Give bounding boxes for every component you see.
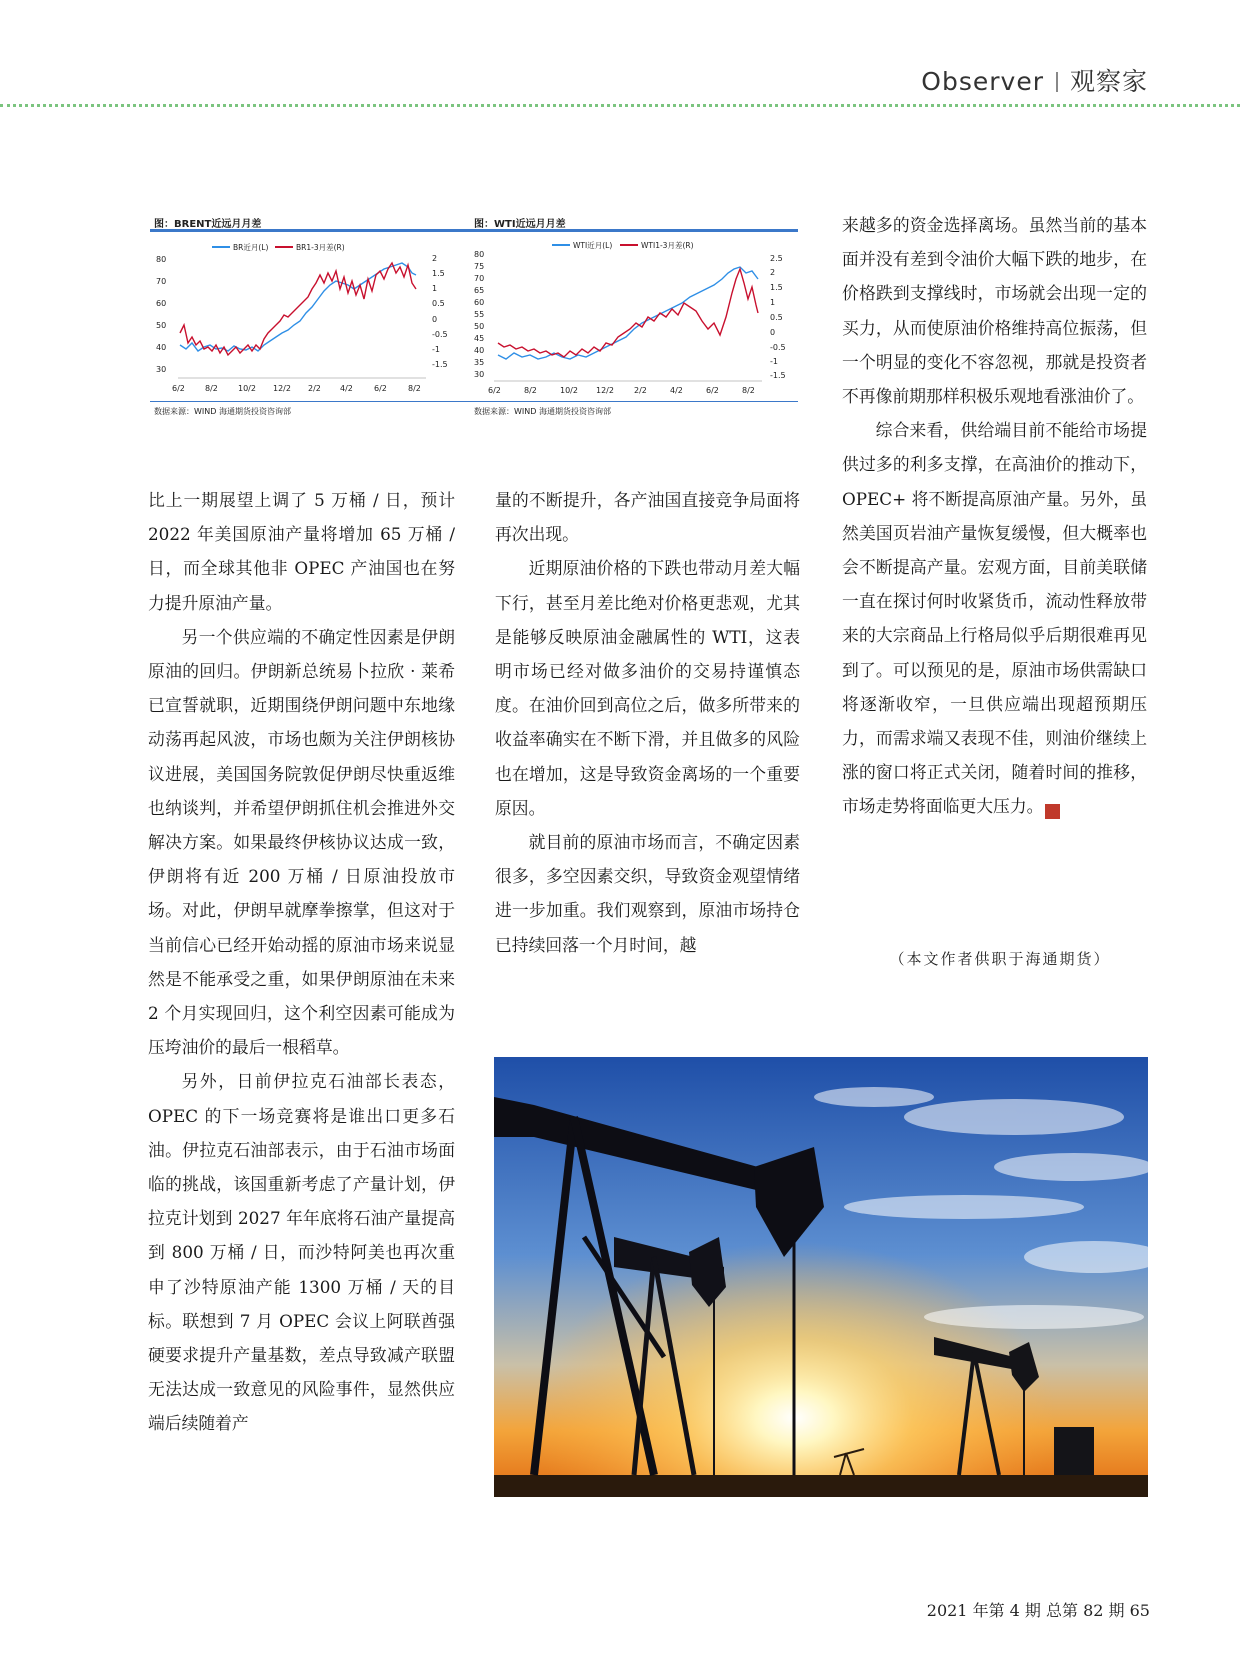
wti-left-tick: 50 [474,322,485,331]
wti-left-tick: 35 [474,358,485,367]
brent-legend-spread: BR1-3月差(R) [296,243,345,252]
wti-x-tick: 2/2 [634,386,647,395]
wti-legend-near: WTI近月(L) [573,241,613,250]
header-divider [1056,72,1058,92]
text-column-right [842,208,1147,824]
wti-chart [470,215,798,420]
brent-chart-source: 数据来源：WIND 海通期货投资咨询部 [154,407,291,416]
brent-left-tick: 80 [156,255,167,264]
end-mark-icon: 田 [1045,804,1060,819]
paragraph: 另外，日前伊拉克石油部长表态，OPEC 的下一场竞赛将是谁出口更多石油。伊拉克石油部表示，由于石油市场面临的挑战，该国重新考虑了产量计划，伊拉克计划到 2027 年年底将石油产量提高到 800 万桶 / 日，而沙特阿美也再次重申了沙特原油产能 1300 万桶 / 天的目标。联想到 7 月 OPEC 会议上阿联酋强硬要求提升产量基数，差点导致减产联盟无法达成一致意见的风险事件，显然供应端后续随着产 [148,1071,455,1434]
wti-x-tick: 12/2 [596,386,614,395]
paragraph [842,413,1147,823]
brent-right-tick: 0 [432,315,438,324]
wti-left-tick: 30 [474,370,485,379]
brent-legend-near: BR近月(L) [233,243,269,252]
paragraph: 就目前的原油市场而言，不确定因素很多，多空因素交织，导致资金观望情绪进一步加重。我们观察到，原油市场持仓已持续回落一个月时间，越 [495,832,800,955]
brent-x-tick: 10/2 [238,384,256,393]
wti-left-tick: 70 [474,274,485,283]
wti-right-tick: 2.5 [770,254,783,263]
wti-left-tick: 40 [474,346,485,355]
oil-pumpjack-image [494,1057,1148,1497]
header-cn: 观察家 [1069,67,1148,96]
wti-x-tick: 8/2 [524,386,537,395]
page-footer: 2021 年第 4 期 总第 82 期 65 [926,1601,1150,1620]
wti-chart-plot [470,233,798,401]
brent-x-tick: 8/2 [408,384,421,393]
wti-right-tick: -1 [770,357,778,366]
wti-legend-spread: WTI1-3月差(R) [641,241,694,250]
brent-chart-title: 图：BRENT近远月月差 [154,219,262,230]
brent-left-tick: 70 [156,277,167,286]
wti-right-tick: 0.5 [770,313,783,322]
wti-left-tick: 55 [474,310,485,319]
paragraph: 近期原油价格的下跌也带动月差大幅下行，甚至月差比绝对价格更悲观，尤其是能够反映原油金融属性的 WTI，这表明市场已经对做多油价的交易持谨慎态度。在油价回到高位之后，做多所带来的收益率确实在不断下滑，并且做多的风险也在增加，这是导致资金离场的一个重要原因。 [495,558,800,818]
text-column-middle [495,483,800,962]
brent-right-tick: 0.5 [432,299,445,308]
brent-left-tick: 50 [156,321,167,330]
wti-x-tick: 6/2 [706,386,719,395]
brent-right-tick: -0.5 [432,330,448,339]
wti-chart-title: 图：WTI近远月月差 [474,219,566,230]
wti-right-tick: 1.5 [770,283,783,292]
chart-title-rule [470,229,798,232]
brent-right-tick: -1.5 [432,360,448,369]
chart-title-rule [150,229,478,232]
wti-right-tick: -0.5 [770,343,786,352]
wti-right-tick: 2 [770,268,776,277]
page-header [921,62,1148,98]
brent-right-axis [432,254,448,369]
brent-chart [150,215,478,420]
wti-chart-source: 数据来源：WIND 海通期货投资咨询部 [474,407,611,416]
brent-x-axis [172,384,421,393]
brent-left-tick: 60 [156,299,167,308]
wti-right-tick: 0 [770,328,776,337]
brent-right-tick: 2 [432,254,438,263]
wti-near-month-line [498,267,758,359]
wti-x-tick: 10/2 [560,386,578,395]
wti-left-tick: 45 [474,334,485,343]
oil-pumpjack-photo [494,1057,1148,1497]
brent-x-tick: 12/2 [273,384,291,393]
brent-left-tick: 30 [156,365,167,374]
brent-x-tick: 4/2 [340,384,353,393]
wti-left-tick: 75 [474,262,485,271]
paragraph: 来越多的资金选择离场。虽然当前的基本面并没有差到令油价大幅下跌的地步，在价格跌到支撑线时，市场就会出现一定的买力，从而使原油价格维持高位振荡，但一个明显的变化不容忽视，那就是投资者不再像前期那样积极乐观地看涨油价了。 [842,215,1147,407]
paragraph: 另一个供应端的不确定性因素是伊朗原油的回归。伊朗新总统易卜拉欣 · 莱希已宣誓就职，近期围绕伊朗问题中东地缘动荡再起风波，市场也颇为关注伊朗核协议进展，美国国务院敦促伊朗尽快重返维也纳谈判，并希望伊朗抓住机会推进外交解决方案。如果最终伊核协议达成一致，伊朗将有近 200 万桶 / 日原油投放市场。对此，伊朗早就摩拳擦掌，但这对于当前信心已经开始动摇的原油市场来说显然是不能承受之重，如果伊朗原油在未来 2 个月实现回归，这个利空因素可能成为压垮油价的最后一根稻草。 [148,626,455,1058]
wti-left-tick: 80 [474,250,485,259]
wti-spread-line [498,269,758,357]
author-byline: （本文作者供职于海通期货） [889,950,1111,968]
brent-left-axis [156,255,166,374]
brent-right-tick: 1 [432,284,438,293]
header-dotted-rule [0,104,1240,107]
brent-right-tick: -1 [432,345,440,354]
brent-right-tick: 1.5 [432,269,445,278]
wti-x-tick: 6/2 [488,386,501,395]
chart-bottom-rule [150,401,478,402]
wti-right-tick: -1.5 [770,371,786,380]
brent-x-tick: 2/2 [308,384,321,393]
header-en: Observer [921,67,1044,96]
brent-x-tick: 6/2 [374,384,387,393]
brent-x-tick: 6/2 [172,384,185,393]
text-column-left [148,483,455,1441]
wti-x-axis [488,386,755,395]
wti-right-tick: 1 [770,298,776,307]
paragraph: 量的不断提升，各产油国直接竞争局面将再次出现。 [495,490,800,545]
brent-spread-line [180,263,416,355]
wti-left-axis [474,250,484,379]
brent-x-tick: 8/2 [205,384,218,393]
wti-x-tick: 4/2 [670,386,683,395]
wti-left-tick: 65 [474,286,485,295]
wti-x-tick: 8/2 [742,386,755,395]
chart-bottom-rule [470,401,798,402]
brent-chart-plot [150,233,478,401]
paragraph: 比上一期展望上调了 5 万桶 / 日，预计 2022 年美国原油产量将增加 65 万桶 / 日，而全球其他非 OPEC 产油国也在努力提升原油产量。 [148,490,455,613]
wti-right-axis [770,254,786,380]
brent-left-tick: 40 [156,343,167,352]
wti-left-tick: 60 [474,298,485,307]
paragraph-text: 综合来看，供给端目前不能给市场提供过多的利多支撑，在高油价的推动下，OPEC+ 将不断提高原油产量。另外，虽然美国页岩油产量恢复缓慢，但大概率也会不断提高产量。宏观方面，目前美联储一直在探讨何时收紧货币，流动性释放带来的大宗商品上行格局似乎后期很难再见到了。可以预见的是，原油市场供需缺口将逐渐收窄，一旦供应端出现超预期压力，而需求端又表现不佳，则油价继续上涨的窗口将正式关闭，随着时间的推移，市场走势将面临更大压力。 [842,420,1147,817]
